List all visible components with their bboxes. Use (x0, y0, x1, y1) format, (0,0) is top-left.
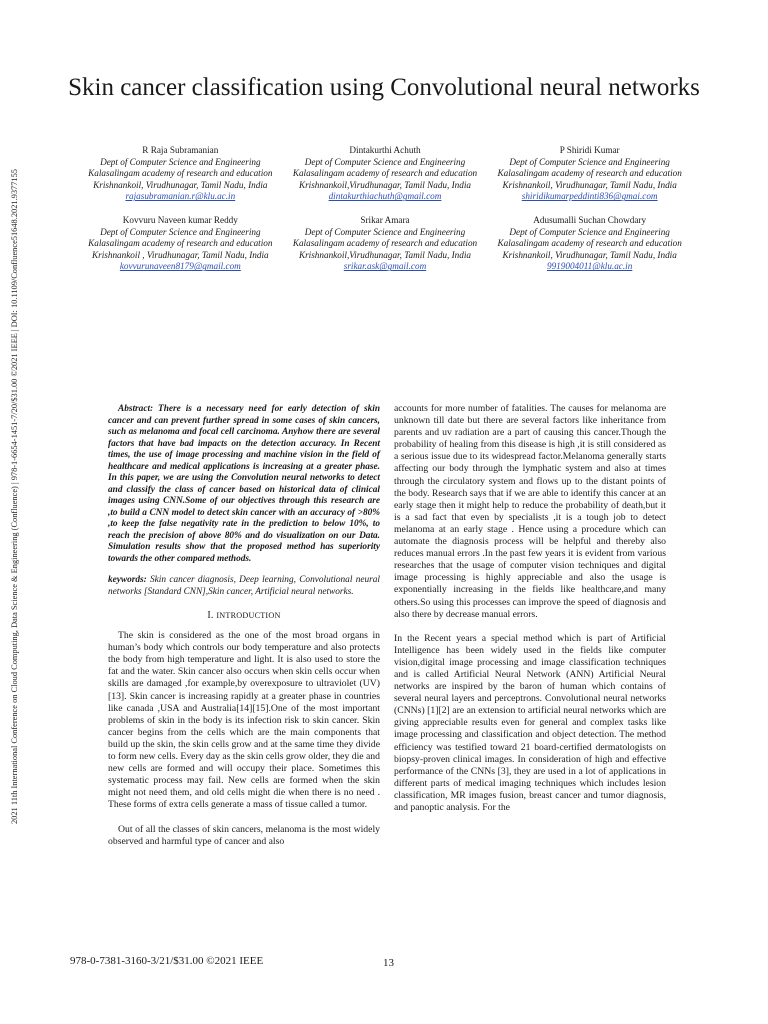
author-card (283, 145, 488, 203)
author-affiliation: Kalasalingam academy of research and education (497, 238, 682, 249)
author-affiliation: Krishnankoil, Virudhunagar, Tamil Nadu, India (93, 179, 268, 190)
author-name: R Raja Subramanian (142, 145, 219, 155)
author-card (78, 145, 283, 203)
author-card (78, 215, 283, 273)
author-affiliation: Krishnankoil, Virudhunagar, Tamil Nadu, India (502, 249, 677, 260)
author-affiliation: Krishnankoil , Virudhunagar, Tamil Nadu, India (92, 249, 269, 260)
author-affiliation: Kalasalingam academy of research and education (497, 168, 682, 179)
author-affiliation: Dept of Computer Science and Engineering (100, 226, 261, 237)
author-affiliation: Krishnankoil,Virudhunagar, Tamil Nadu, India (298, 249, 471, 260)
body-paragraph: In the Recent years a special method which is part of Artificial Intelligence has been widely used in the fields like computer vision,digital image processing and image classification techniques and is called Artificial Neural Network (ANN) Artificial Neural networks are inspired by the baron of human which contains of several neural layers and perceptrons. Convolutional neural networks (CNNs) [1][2] are an extension to artificial neural networks which are giving appreciable results even for general and complex tasks like image processing and classification and object detection. The method efficiency was testified toward 21 board-certified dermatologists on biopsy-proven clinical images. In consideration of high and effective performance of the CNNs [3], they are used in a lot of applications in different parts of medical imaging techniques which includes lesion classification, MR images fusion, breast cancer and tumor diagnosis, and panoptic analysis. For the (394, 632, 666, 813)
author-name: P Shiridi Kumar (559, 145, 620, 155)
author-affiliation: Dept of Computer Science and Engineering (509, 226, 670, 237)
author-card (487, 145, 692, 203)
author-affiliation: Dept of Computer Science and Engineering (304, 156, 466, 167)
footer-copyright: 978-0-7381-3160-3/21/$31.00 ©2021 IEEE (70, 955, 264, 967)
body-paragraph: Out of all the classes of skin cancers, melanoma is the most widely observed and harmful type of cancer and also (108, 823, 380, 847)
author-affiliation: Krishnankoil, Virudhunagar, Tamil Nadu, India (502, 179, 677, 190)
left-column (108, 404, 380, 848)
keywords-label: keywords: (108, 575, 147, 585)
author-email-link[interactable]: kovvurunaveen8179@gmail.com (119, 261, 241, 272)
keywords (108, 575, 380, 598)
author-affiliation: Kalasalingam academy of research and education (292, 168, 478, 179)
section-title: INTRODUCTION (216, 611, 281, 620)
right-column (394, 403, 666, 814)
author-affiliation: Kalasalingam academy of research and education (88, 238, 273, 249)
author-name: Adusumalli Suchan Chowdary (533, 214, 647, 225)
side-note-text: 2021 11th International Conference on Cloud Computing, Data Science & Engineering (Confluence) | 978-1-6654-1451-7/20/$31.00 ©2021 IEEE | DOI: 10.1109/Confluence51648.2021.9377155 (9, 168, 19, 824)
author-name: Srikar Amara (360, 214, 410, 225)
body-paragraph: accounts for more number of fatalities. The causes for melanoma are unknown till date but there are several factors like inheritance from parents and uv radiation are a part of causing this cancer.Though the probability of healing from this disease is high ,it is still considered as a serious issue due to its widespread factor.Melanoma generally starts affecting our body through the lymphatic system and also at times through the circulatory system and flows up to the distant points of the body. Research says that if we are able to identify this cancer at an early stage then it might help to reduce the probability of death,but it is a sad fact that even by specialists ,it is a tough job to detect melanoma at an early stage . Hence using a procedure which can automate the diagnosis process will be helpful and thereby also reduces manual errors .In the past few years it is evident from various researches that the usage of computer vision techniques and digital image processing is highly appreciable and also the usage is exponentially increasing in the fields like healthcare,and many others.So using this processes can improve the speed of diagnosis and also there by decrease manual errors. (394, 403, 666, 620)
paper-title: Skin cancer classification using Convolutional neural networks (68, 74, 700, 101)
section-heading (108, 610, 380, 622)
author-card (487, 215, 692, 273)
body-paragraph: The skin is considered as the one of the most broad organs in human’s body which controls our body temperature and also protects the body from high temperature and light. It is also used to store the fat and the water. Skin cancer also occurs when skin cells occur when skills are damaged ,for example,by overexposure to ultraviolet (UV) [13]. Skin cancer is increasing rapidly at a greater phase in countries like canada ,USA and Australia[14][15].One of the most important problems of skin in the body is its infection risk to skin cancer. Skin cancer begins from the cells which are the main components that build up the skin, the skin cells grow and at the same time they divide to form new cells. Every day as the skin cells grow older, they die and new cells are formed and will occupy their place. Sometimes this systematic process may fail. New cells are formed when the skin might not need them, and old cells might die when there is no need . These forms of extra cells generate a mass of tissue called a tumor. (108, 630, 380, 811)
author-affiliation: Krishnankoil,Virudhunagar, Tamil Nadu, India (298, 179, 471, 190)
author-affiliation: Dept of Computer Science and Engineering (509, 156, 670, 167)
abstract: Abstract: There is a necessary need for early detection of skin cancer and can prevent further spread in some cases of skin cancers, such as melanoma and focal cell carcinoma. Anyhow there are several factors that have bad impacts on the detection accuracy. In Recent times, the use of image processing and machine vision in the field of healthcare and medical applications is increasing at a greater phase. In this paper, we are using the Convolution neural networks to detect and classify the class of cancer based on historical data of clinical images using CNN.Some of our objectives through this research are ,to build a CNN model to detect skin cancer with an accuracy of >80% ,to keep the false negativity rate in the prediction to below 10%, to reach the precision of above 80% and do visualization on our Data. Simulation results show that the proposed method has superiority towards the other compared methods. (108, 404, 380, 564)
author-block (78, 145, 692, 273)
author-affiliation: Kalasalingam academy of research and education (88, 168, 273, 179)
author-name: Dintakurthi Achuth (349, 145, 421, 155)
page-number: 13 (383, 957, 394, 969)
conference-side-note (2, 105, 26, 887)
author-affiliation: Dept of Computer Science and Engineering (100, 156, 261, 167)
author-affiliation: Dept of Computer Science and Engineering (304, 226, 466, 237)
author-email-link[interactable]: shiridikumarpeddinti836@gmai.com (521, 191, 658, 202)
section-number: I. (207, 610, 214, 621)
author-email-link[interactable]: srikar.ask@gmail.com (343, 261, 427, 272)
author-email-link[interactable]: dintakurthiachuth@gmail.com (328, 191, 442, 202)
author-email-link[interactable]: rajasubramanian.r@klu.ac.in (125, 191, 236, 202)
author-name: Kovvuru Naveen kumar Reddy (122, 214, 238, 225)
author-affiliation: Kalasalingam academy of research and education (292, 238, 478, 249)
author-card (283, 215, 488, 273)
keywords-text: Skin cancer diagnosis, Deep learning, Convolutional neural networks [Standard CNN],Skin cancer, Artificial neural networks. (108, 575, 380, 597)
author-email-link[interactable]: 9919004011@klu.ac.in (546, 261, 633, 272)
